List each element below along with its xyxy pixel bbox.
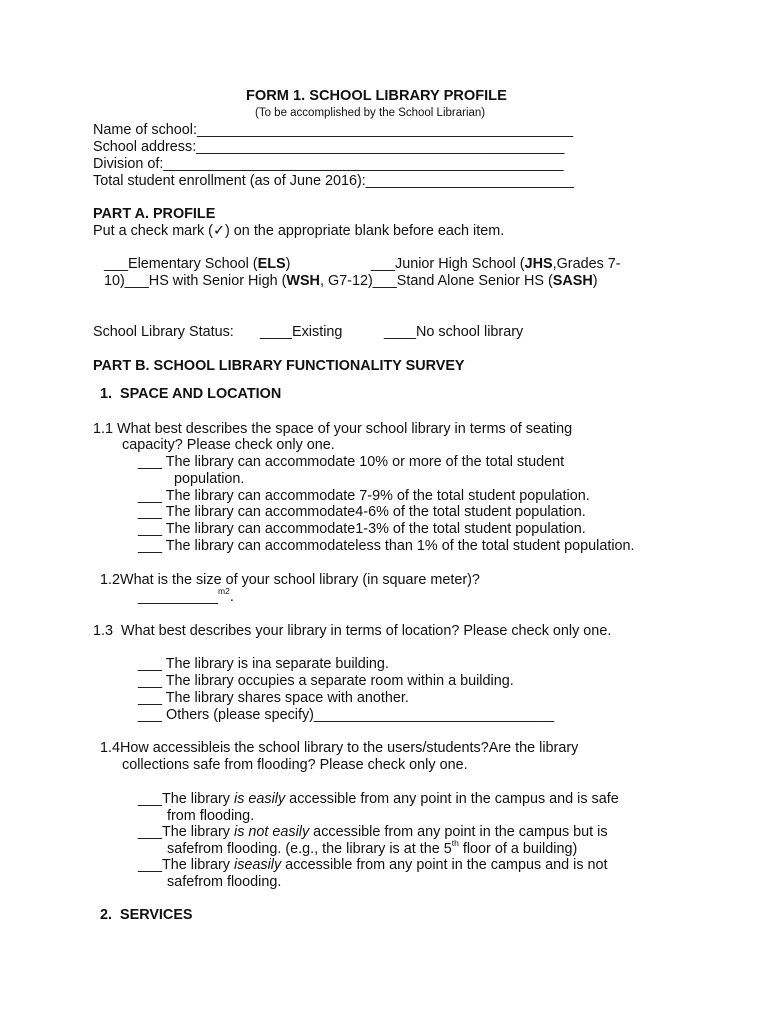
question-1-1-line2: capacity? Please check only one. — [122, 437, 335, 453]
q1-4-option: ___The library iseasily accessible from any point in the campus and is not — [138, 857, 608, 873]
library-status-label: School Library Status: — [93, 324, 234, 340]
q1-3-option: ___ The library is ina separate building. — [138, 656, 389, 672]
question-1-4-line2: collections safe from flooding? Please check only one. — [122, 757, 468, 773]
q1-2-answer-blank: __________$^{m2}$. — [138, 586, 234, 605]
q1-1-option-cont: population. — [174, 471, 245, 487]
question-1-1-line1: 1.1 What best describes the space of your school library in terms of seating — [93, 421, 573, 437]
section-1-heading: 1. SPACE AND LOCATION — [100, 386, 282, 402]
question-1-2: 1.2What is the size of your school library (in square meter)? — [100, 572, 480, 588]
q1-4-option: ___The library is not easily accessible from any point in the campus but is — [138, 824, 608, 840]
q1-3-option: ___ The library occupies a separate room within a building. — [138, 673, 514, 689]
q1-3-option: ___ The library shares space with another. — [138, 690, 409, 706]
question-1-4-line1: 1.4How accessibleis the school library to the users/students?Are the library — [100, 740, 579, 756]
q1-1-option: ___ The library can accommodate1-3% of the total student population. — [138, 521, 586, 537]
part-a-heading: PART A. PROFILE — [93, 206, 216, 222]
part-a-instruction: Put a check mark (✓) on the appropriate blank before each item. — [93, 223, 505, 239]
q1-1-option: ___ The library can accommodate4-6% of the total student population. — [138, 504, 586, 520]
question-1-3: 1.3 What best describes your library in terms of location? Please check only one. — [93, 623, 612, 639]
form-title: FORM 1. SCHOOL LIBRARY PROFILE — [246, 88, 507, 104]
part-b-heading: PART B. SCHOOL LIBRARY FUNCTIONALITY SURVEY — [93, 358, 465, 374]
q1-3-option: ___ Others (please specify)______________________________ — [138, 707, 555, 723]
section-2-heading: 2. SERVICES — [100, 907, 193, 923]
q1-4-option: ___The library is easily accessible from any point in the campus and is safe — [138, 791, 619, 807]
form-subtitle: (To be accomplished by the School Librarian) — [255, 107, 486, 119]
q1-1-option: ___ The library can accommodate 7-9% of the total student population. — [138, 488, 590, 504]
enrollment-field: Total student enrollment (as of June 2016):__________________________ — [93, 173, 574, 189]
division-field: Division of:__________________________________________________ — [93, 156, 564, 172]
school-type-els: ___Elementary School (ELS) — [104, 256, 291, 272]
q1-1-option: ___ The library can accommodateless than 1% of the total student population. — [138, 538, 635, 554]
q1-1-option: ___ The library can accommodate 10% or more of the total student — [138, 454, 565, 470]
q1-4-option-cont: safefrom flooding. (e.g., the library is at the 5th floor of a building) — [167, 838, 578, 857]
school-type-jhs: ___Junior High School (JHS,Grades 7- — [371, 256, 621, 272]
school-type-wsh-sash: 10)___HS with Senior High (WSH, G7-12)___Stand Alone Senior HS (SASH) — [104, 273, 598, 289]
q1-4-option-cont: from flooding. — [167, 808, 255, 824]
school-address-field: School address:______________________________________________ — [93, 139, 565, 155]
status-existing: ____Existing — [260, 324, 343, 340]
q1-4-option-cont: safefrom flooding. — [167, 874, 282, 890]
school-name-field: Name of school:_______________________________________________ — [93, 122, 574, 138]
status-no-library: ____No school library — [384, 324, 524, 340]
